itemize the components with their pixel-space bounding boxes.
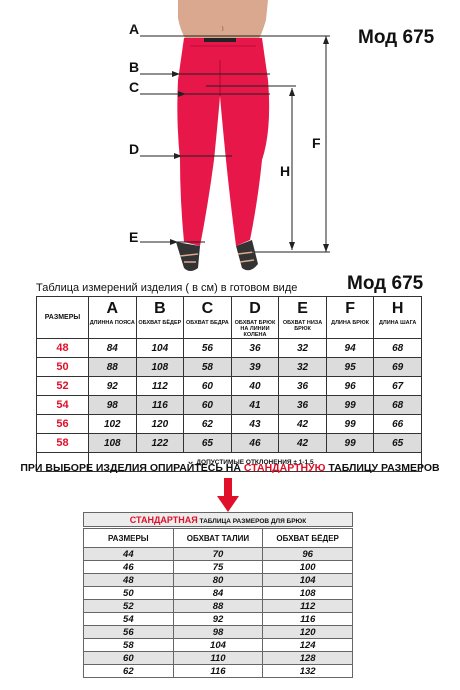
measure-label-a: A bbox=[129, 21, 140, 37]
standard-cell: 116 bbox=[173, 665, 263, 678]
standard-table-title bbox=[83, 512, 353, 527]
measurement-row bbox=[37, 434, 422, 453]
measurement-cell: 46 bbox=[231, 434, 279, 453]
measure-label-b: B bbox=[129, 59, 140, 75]
trousers bbox=[177, 38, 269, 246]
model-title: Мод 675 bbox=[358, 27, 435, 48]
measurement-cell: 32 bbox=[279, 339, 327, 358]
measurement-cell: 104 bbox=[136, 339, 184, 358]
measurement-cell: 60 bbox=[184, 377, 232, 396]
standard-cell: 88 bbox=[173, 600, 263, 613]
standard-cell: 75 bbox=[173, 561, 263, 574]
measurement-cell: 32 bbox=[279, 358, 327, 377]
standard-cell: 80 bbox=[173, 574, 263, 587]
column-header-f: F ДЛИНА БРЮК bbox=[326, 297, 374, 339]
standard-title-highlight: СТАНДАРТНАЯ bbox=[129, 515, 198, 525]
measurement-cell: 65 bbox=[374, 434, 422, 453]
instruction-text-1: ПРИ ВЫБОРЕ ИЗДЕЛИЯ ОПИРАЙТЕСЬ НА bbox=[20, 462, 244, 474]
column-header-c: C ОБХВАТ БЕДРА bbox=[184, 297, 232, 339]
standard-table-body bbox=[84, 548, 353, 678]
measurement-row bbox=[37, 339, 422, 358]
column-header-h: H ДЛИНА ШАГА bbox=[374, 297, 422, 339]
standard-cell: 60 bbox=[84, 652, 174, 665]
standard-row bbox=[84, 600, 353, 613]
measurement-row bbox=[37, 358, 422, 377]
standard-cell: 132 bbox=[263, 665, 353, 678]
standard-header-row bbox=[84, 529, 353, 548]
standard-cell: 54 bbox=[84, 613, 174, 626]
measurement-table-body bbox=[37, 339, 422, 472]
column-header-e: E ОБХВАТ НИЗА БРЮК bbox=[279, 297, 327, 339]
belt bbox=[204, 38, 236, 42]
measurement-cell: 42 bbox=[279, 434, 327, 453]
size-cell: 56 bbox=[37, 415, 89, 434]
size-cell: 58 bbox=[37, 434, 89, 453]
measurement-cell: 36 bbox=[279, 377, 327, 396]
measurement-header-row bbox=[37, 297, 422, 339]
measurement-row bbox=[37, 396, 422, 415]
standard-title-rest: ТАБЛИЦА РАЗМЕРОВ ДЛЯ БРЮК bbox=[197, 518, 307, 525]
measurement-cell: 36 bbox=[231, 339, 279, 358]
size-cell: 54 bbox=[37, 396, 89, 415]
standard-cell: 62 bbox=[84, 665, 174, 678]
measurement-cell: 108 bbox=[89, 434, 137, 453]
measurement-cell: 116 bbox=[136, 396, 184, 415]
standard-cell: 48 bbox=[84, 574, 174, 587]
standard-row bbox=[84, 613, 353, 626]
standard-cell: 44 bbox=[84, 548, 174, 561]
measurement-caption: Таблица измерений изделия ( в см) в готовом виде bbox=[36, 282, 298, 294]
standard-cell: 46 bbox=[84, 561, 174, 574]
standard-row bbox=[84, 639, 353, 652]
measurement-cell: 65 bbox=[184, 434, 232, 453]
measurement-cell: 84 bbox=[89, 339, 137, 358]
measure-label-f: F bbox=[312, 135, 321, 151]
measurement-cell: 108 bbox=[136, 358, 184, 377]
measurement-cell: 96 bbox=[326, 377, 374, 396]
column-header-b: B ОБХВАТ БЁДЕР bbox=[136, 297, 184, 339]
instruction-highlight: СТАНДАРТНУЮ bbox=[243, 462, 326, 474]
standard-row bbox=[84, 652, 353, 665]
standard-cell: 52 bbox=[84, 600, 174, 613]
standard-cell: 108 bbox=[263, 587, 353, 600]
standard-cell: 70 bbox=[173, 548, 263, 561]
standard-row bbox=[84, 574, 353, 587]
standard-cell: 84 bbox=[173, 587, 263, 600]
standard-cell: 58 bbox=[84, 639, 174, 652]
standard-cell: 104 bbox=[173, 639, 263, 652]
measurement-cell: 60 bbox=[184, 396, 232, 415]
std-header-size: РАЗМЕРЫ bbox=[84, 529, 174, 548]
measurement-cell: 95 bbox=[326, 358, 374, 377]
measurement-cell: 69 bbox=[374, 358, 422, 377]
standard-cell: 124 bbox=[263, 639, 353, 652]
measurement-row bbox=[37, 415, 422, 434]
standard-cell: 100 bbox=[263, 561, 353, 574]
measurement-table bbox=[36, 296, 422, 472]
standard-cell: 56 bbox=[84, 626, 174, 639]
standard-cell: 110 bbox=[173, 652, 263, 665]
measure-label-e: E bbox=[129, 229, 139, 245]
measurement-cell: 99 bbox=[326, 434, 374, 453]
standard-cell: 128 bbox=[263, 652, 353, 665]
standard-cell: 98 bbox=[173, 626, 263, 639]
standard-row bbox=[84, 548, 353, 561]
measurement-cell: 40 bbox=[231, 377, 279, 396]
measurement-cell: 36 bbox=[279, 396, 327, 415]
measurement-cell: 66 bbox=[374, 415, 422, 434]
measurement-cell: 56 bbox=[184, 339, 232, 358]
model-title-secondary: Мод 675 bbox=[347, 273, 424, 294]
measurement-cell: 120 bbox=[136, 415, 184, 434]
instruction-text-2: ТАБЛИЦУ РАЗМЕРОВ bbox=[325, 462, 440, 474]
measure-label-h: H bbox=[280, 163, 291, 179]
standard-cell: 120 bbox=[263, 626, 353, 639]
left-shoe bbox=[176, 242, 200, 271]
standard-size-instruction bbox=[20, 462, 440, 474]
measurement-cell: 122 bbox=[136, 434, 184, 453]
measure-label-d: D bbox=[129, 141, 140, 157]
measurement-cell: 98 bbox=[89, 396, 137, 415]
size-cell: 48 bbox=[37, 339, 89, 358]
measurement-cell: 68 bbox=[374, 339, 422, 358]
standard-table-grid bbox=[83, 528, 353, 678]
measurement-cell: 112 bbox=[136, 377, 184, 396]
measurement-cell: 58 bbox=[184, 358, 232, 377]
measure-label-c: C bbox=[129, 79, 140, 95]
standard-size-table bbox=[83, 512, 353, 678]
measurement-cell: 99 bbox=[326, 396, 374, 415]
standard-row bbox=[84, 626, 353, 639]
size-cell: 52 bbox=[37, 377, 89, 396]
measurement-cell: 88 bbox=[89, 358, 137, 377]
column-header-a: A ДЛИННА ПОЯСА bbox=[89, 297, 137, 339]
size-cell: 50 bbox=[37, 358, 89, 377]
standard-row bbox=[84, 561, 353, 574]
standard-cell: 104 bbox=[263, 574, 353, 587]
measurement-cell: 39 bbox=[231, 358, 279, 377]
standard-cell: 92 bbox=[173, 613, 263, 626]
measurement-cell: 92 bbox=[89, 377, 137, 396]
size-column-header: РАЗМЕРЫ bbox=[37, 297, 89, 339]
measurement-cell: 102 bbox=[89, 415, 137, 434]
measurement-cell: 41 bbox=[231, 396, 279, 415]
measurement-cell: 67 bbox=[374, 377, 422, 396]
std-header-hips: ОБХВАТ БЁДЕР bbox=[263, 529, 353, 548]
measurement-cell: 42 bbox=[279, 415, 327, 434]
tolerance-note: ДОПУСТИМЫЕ ОТКЛОНЕНИЯ ± 1-1,5 bbox=[89, 453, 422, 472]
measurement-cell: 62 bbox=[184, 415, 232, 434]
standard-row bbox=[84, 665, 353, 678]
standard-cell: 116 bbox=[263, 613, 353, 626]
down-arrow-icon bbox=[217, 478, 239, 512]
measurement-cell: 43 bbox=[231, 415, 279, 434]
standard-cell: 96 bbox=[263, 548, 353, 561]
column-header-d: D ОБХВАТ БРЮК НА ЛИНИИ КОЛЕНА bbox=[231, 297, 279, 339]
model-torso bbox=[178, 0, 268, 40]
standard-cell: 50 bbox=[84, 587, 174, 600]
measurement-cell: 68 bbox=[374, 396, 422, 415]
measurement-cell: 94 bbox=[326, 339, 374, 358]
measurement-row bbox=[37, 377, 422, 396]
std-header-waist: ОБХВАТ ТАЛИИ bbox=[173, 529, 263, 548]
measurement-cell: 99 bbox=[326, 415, 374, 434]
standard-cell: 112 bbox=[263, 600, 353, 613]
standard-row bbox=[84, 587, 353, 600]
